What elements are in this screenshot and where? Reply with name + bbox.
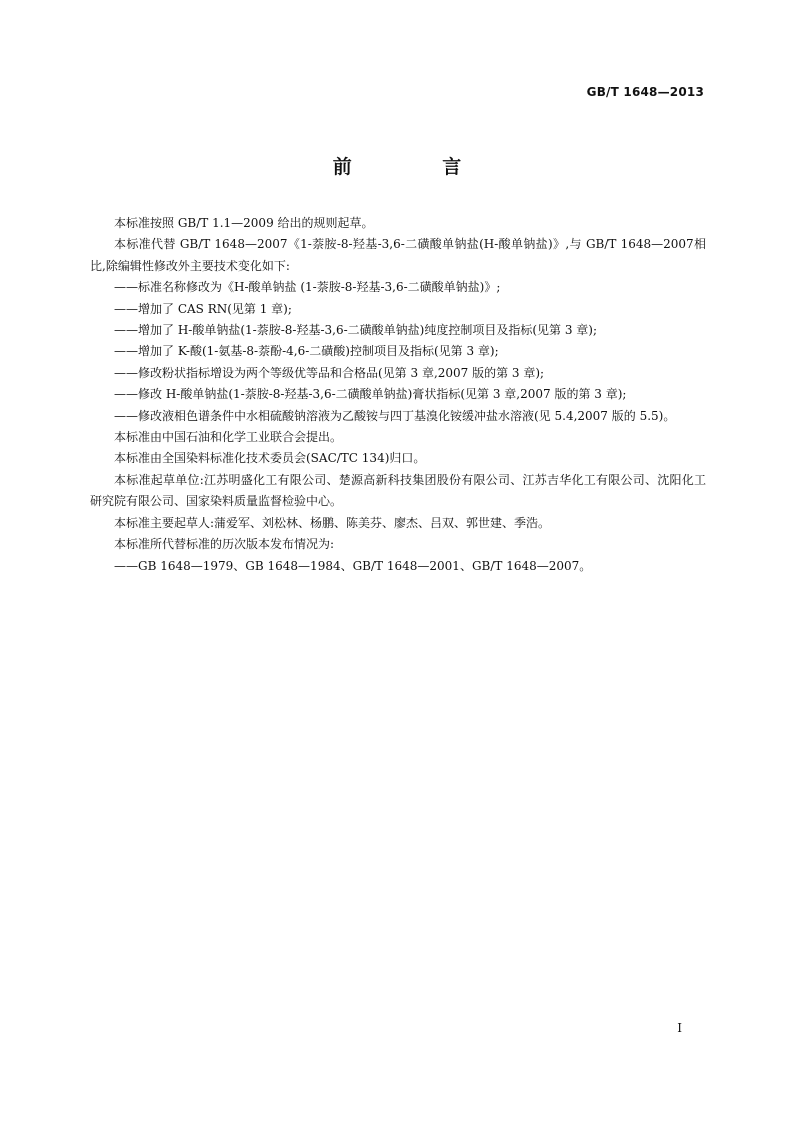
change-item: ——增加了 CAS RN(见第 1 章); (114, 301, 292, 316)
paragraph-drafting-rule: 本标准按照 GB/T 1.1—2009 给出的规则起草。 (114, 216, 374, 230)
standard-code: GB/T 1648—2013 (586, 85, 704, 99)
page-number: I (677, 1021, 682, 1035)
change-item: ——修改液相色谱条件中水相硫酸钠溶液为乙酸铵与四丁基溴化铵缓冲盐水溶液(见 5.4,2007 版的 5.5)。 (114, 408, 676, 423)
paragraph-replacement: 本标准代替 GB/T 1648—2007《1-萘胺-8-羟基-3,6-二磺酸单钠盐(H-酸单钠盐)》,与 GB/T 1648—2007相比,除编辑性修改外主要技术变化如下: (90, 237, 706, 273)
change-item: ——增加了 H-酸单钠盐(1-萘胺-8-羟基-3,6-二磺酸单钠盐)纯度控制项目及指标(见第 3 章); (114, 323, 597, 338)
change-item: ——标准名称修改为《H-酸单钠盐 (1-萘胺-8-羟基-3,6-二磺酸单钠盐)》; (114, 280, 501, 295)
page-title: 前 言 (332, 156, 504, 178)
paragraph-history-intro: 本标准所代替标准的历次版本发布情况为: (114, 537, 335, 552)
paragraph-drafting-units: 本标准起草单位:江苏明盛化工有限公司、楚源高新科技集团股份有限公司、江苏吉华化工有限公司、沈阳化工研究院有限公司、国家染料质量监督检验中心。 (90, 472, 706, 509)
change-item: ——增加了 K-酸(1-氨基-8-萘酚-4,6-二磺酸)控制项目及指标(见第 3 章); (114, 344, 499, 359)
foreword-body (90, 213, 706, 577)
change-item: ——修改 H-酸单钠盐(1-萘胺-8-羟基-3,6-二磺酸单钠盐)膏状指标(见第 3 章,2007 版的第 3 章); (114, 387, 627, 402)
paragraph-proposer: 本标准由中国石油和化学工业联合会提出。 (114, 430, 343, 445)
change-item: ——修改粉状指标增设为两个等级优等品和合格品(见第 3 章,2007 版的第 3 章); (114, 365, 545, 380)
history-item: ——GB 1648—1979、GB 1648—1984、GB/T 1648—2001、GB/T 1648—2007。 (114, 558, 592, 573)
paragraph-drafters: 本标准主要起草人:蒲爱军、刘松林、杨鹏、陈美芬、廖杰、吕双、郭世建、季浩。 (114, 515, 551, 530)
paragraph-committee: 本标准由全国染料标准化技术委员会(SAC/TC 134)归口。 (114, 451, 426, 466)
